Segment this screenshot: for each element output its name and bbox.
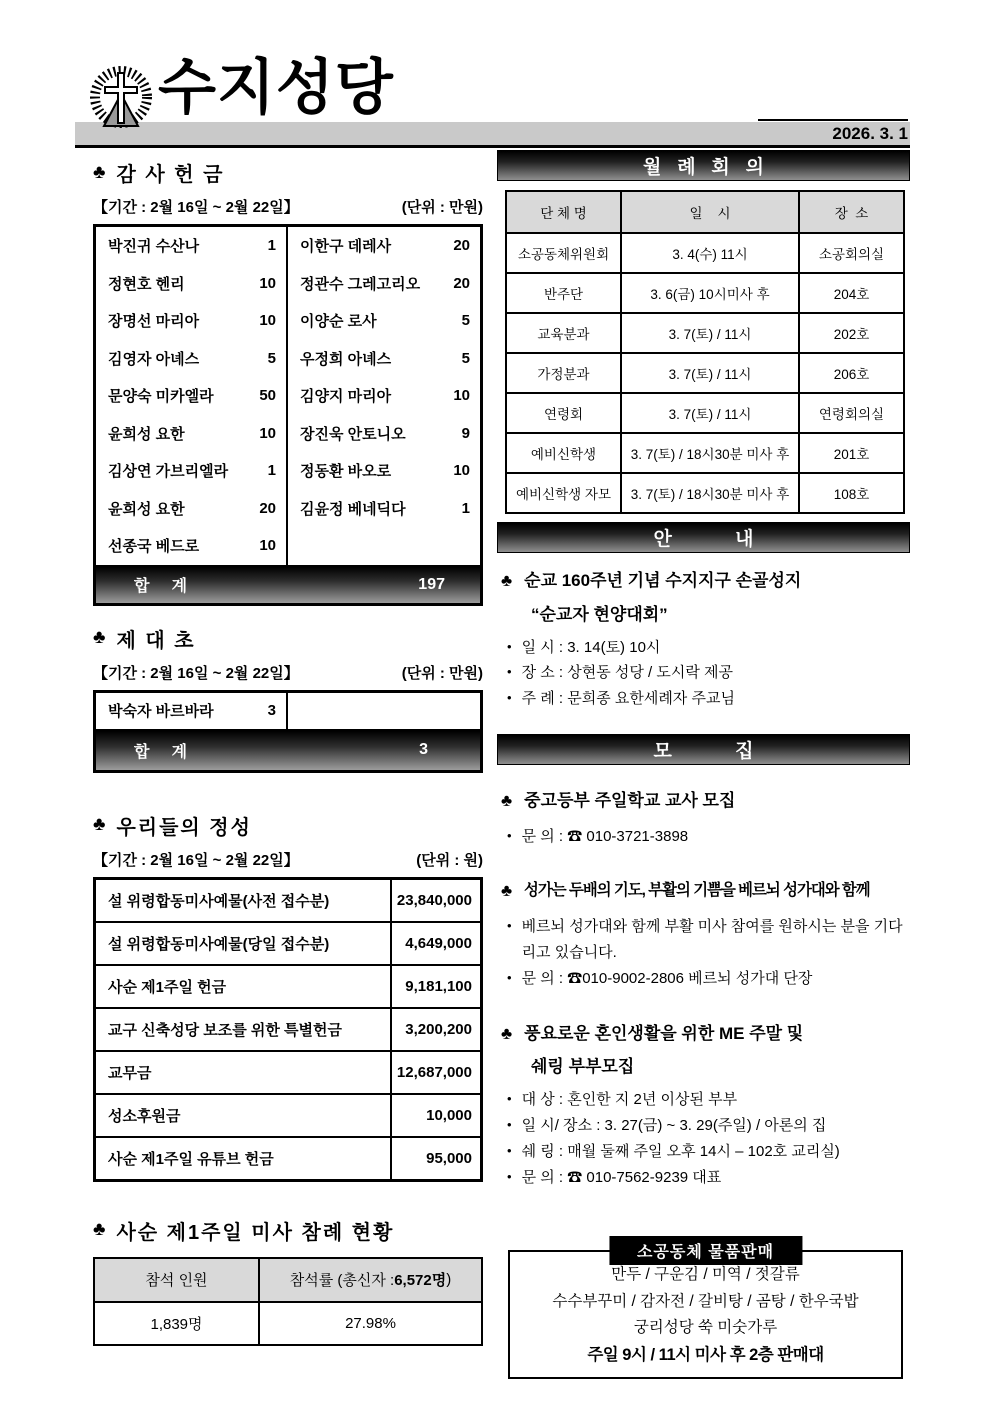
table-row: [507, 352, 903, 392]
bullet-icon: •: [507, 1168, 512, 1184]
donor-name: 김상연 가브리엘라: [108, 463, 229, 481]
bullet-icon: •: [507, 664, 512, 680]
donation-amount: 1: [267, 462, 276, 480]
donor-name: 선종국 베드로: [108, 538, 200, 556]
bullet-icon: •: [507, 969, 512, 985]
offering-amount: 4,649,000: [405, 934, 472, 952]
table-row: [96, 377, 286, 415]
attendance-col2-header: [260, 1259, 481, 1301]
bullet-icon: •: [507, 918, 512, 934]
attendance-rate-label-suffix: ): [446, 1271, 452, 1288]
meeting-col-place: 장 소: [798, 192, 903, 232]
table-row: [507, 432, 903, 472]
offering-amount: 3,200,200: [405, 1020, 472, 1038]
table-row: [288, 302, 480, 340]
recruit-heading-text: 성가는 두배의 기도, 부활의 기쁨을 베르뇌 성가대와 함께: [524, 882, 870, 900]
recruit-bar: 모 집: [497, 734, 910, 765]
donation-left-column: [96, 227, 288, 565]
bulletin-date: 2026. 3. 1: [758, 119, 908, 144]
meeting-place: 201호: [798, 434, 903, 472]
recruit-heading-text: 중고등부 주일학교 교사 모집: [524, 791, 736, 811]
donation-amount: 1: [267, 237, 276, 255]
bullet-icon: •: [507, 690, 512, 706]
club-icon: ♣: [93, 627, 108, 648]
recruit-heading: [501, 789, 908, 814]
donor-name: 정관수 그레고리오: [300, 275, 421, 293]
donation-amount: 10: [453, 462, 470, 480]
candle-table: [93, 690, 483, 773]
table-row: [96, 265, 286, 303]
donor-name: 김양지 마리아: [300, 388, 392, 406]
bullet-icon: •: [507, 1142, 512, 1158]
bullet-text: 문 의 : ☎010-9002-2806 베르뇌 성가대 단장: [521, 969, 813, 987]
meeting-table-body: [507, 232, 903, 512]
recruit-bullets: [501, 824, 908, 850]
table-row: [96, 923, 480, 966]
bullet-icon: •: [507, 1091, 512, 1107]
list-item: [507, 660, 908, 686]
meeting-place: 206호: [798, 354, 903, 392]
list-item: [507, 914, 908, 966]
offering-amount: 10,000: [426, 1106, 472, 1124]
donation-right-column: [288, 227, 480, 565]
donor-name: 김영자 아녜스: [108, 350, 200, 368]
meeting-time: 3. 7(토) / 11시: [620, 394, 798, 432]
club-icon: ♣: [501, 791, 513, 811]
candle-section-title: [93, 624, 483, 653]
table-row: [96, 966, 480, 1009]
meeting-col-time: 일 시: [620, 192, 798, 232]
offerings-table: [93, 877, 483, 1182]
meeting-group: 예비신학생: [530, 447, 597, 462]
meeting-group: 연령회: [543, 407, 584, 422]
donor-name: 이한구 데레사: [300, 238, 392, 256]
total-amount: 197: [418, 575, 445, 593]
meeting-group: 가정분과: [537, 367, 590, 382]
table-row: [288, 265, 480, 303]
table-row: [96, 1009, 480, 1052]
offerings-unit: (단위 : 원): [416, 851, 483, 869]
donor-name: 정현호 헨리: [108, 275, 185, 293]
club-icon: ♣: [501, 1023, 513, 1043]
table-row: [507, 272, 903, 312]
club-icon: ♣: [501, 571, 513, 590]
sale-lines: [516, 1262, 895, 1341]
offering-label: 교구 신축성당 보조를 위한 특별헌금: [96, 1009, 392, 1050]
meeting-place: 202호: [798, 314, 903, 352]
donation-amount: 20: [453, 274, 470, 292]
bullet-icon: •: [507, 638, 512, 654]
total-label: 합 계: [134, 578, 188, 595]
meeting-time: 3. 7(토) / 18시30분 미사 후: [620, 474, 798, 512]
meeting-time: 3. 7(토) / 11시: [620, 354, 798, 392]
donation-table-body: [96, 227, 480, 565]
offering-amount: 23,840,000: [396, 891, 472, 909]
table-row: [288, 452, 480, 490]
meeting-place: 204호: [798, 274, 903, 312]
bullet-text: 일 시 : 3. 14(토) 10시: [521, 638, 661, 656]
meeting-group: 예비신학생 자모: [515, 487, 612, 502]
list-item: [507, 1139, 908, 1165]
bullet-text: 베르뇌 성가대와 함께 부활 미사 참여를 원하시는 분을 기다리고 있습니다.: [521, 918, 903, 961]
donation-amount: 20: [453, 237, 470, 255]
donation-amount: 10: [453, 387, 470, 405]
recruit-section-me: [501, 1022, 908, 1191]
list-item: [507, 686, 908, 712]
notice-heading-line2: “순교자 현양대회”: [531, 604, 668, 624]
donor-name: 우정희 아녜스: [300, 350, 392, 368]
meeting-group: 반주단: [543, 287, 584, 302]
candle-table-body: [96, 693, 480, 729]
donor-name: 김윤정 베네딕다: [300, 500, 406, 518]
donor-name: 정동환 바오로: [300, 463, 392, 481]
bullet-text: 대 상 : 혼인한 지 2년 이상된 부부: [521, 1091, 738, 1109]
offering-label: 설 위령합동미사예물(사전 접수분): [96, 880, 392, 921]
offerings-period: 【기간 : 2월 16일 ~ 2월 22일】: [93, 851, 299, 869]
church-logo-icon: [84, 64, 158, 138]
table-row: [507, 392, 903, 432]
meeting-time: 3. 4(수) 11시: [620, 234, 798, 272]
attendance-count: 1,839명: [95, 1303, 260, 1344]
club-icon: ♣: [501, 881, 513, 901]
candle-unit: (단위 : 만원): [401, 664, 483, 682]
table-row: [96, 302, 286, 340]
candle-title-text: 제 대 초: [116, 629, 196, 652]
recruit-bullets: [501, 914, 908, 991]
sale-schedule-line: 주일 9시 / 11시 미사 후 2층 판매대: [587, 1346, 824, 1365]
list-item: [507, 1087, 908, 1113]
recruit-section-teachers: [501, 789, 908, 849]
donation-title-text: 감 사 헌 금: [116, 164, 225, 186]
attendance-header-row: [95, 1259, 481, 1303]
candle-total-row: [96, 729, 480, 770]
bullet-text: 일 시/ 장소 : 3. 27(금) ~ 3. 29(주일) / 아론의 집: [521, 1116, 827, 1134]
table-row: [288, 340, 480, 378]
table-row: [288, 415, 480, 453]
recruit-bullets: [501, 1087, 908, 1190]
meeting-place: 소공회의실: [798, 234, 903, 272]
table-row: [507, 472, 903, 512]
attendance-table: [93, 1257, 483, 1346]
table-row: [96, 880, 480, 923]
recruit-heading-text: 풍요로운 혼인생활을 위한 ME 주말 및: [524, 1023, 804, 1043]
table-row: [96, 227, 286, 265]
table-row: [96, 452, 286, 490]
total-amount: 3: [419, 741, 428, 758]
table-row: [288, 227, 480, 265]
table-row: [96, 1138, 480, 1179]
donation-amount: 3: [267, 702, 276, 719]
meeting-header-row: [507, 192, 903, 232]
sale-line: 수수부꾸미 / 감자전 / 갈비탕 / 곰탕 / 한우국밥: [552, 1292, 859, 1310]
meeting-group: 교육분과: [537, 327, 590, 342]
meeting-time: 3. 6(금) 10시미사 후: [620, 274, 798, 312]
donation-amount: 20: [259, 499, 276, 517]
list-item: [507, 635, 908, 661]
offering-label: 성소후원금: [96, 1095, 392, 1136]
donation-amount: 10: [259, 274, 276, 292]
donor-name: 윤희성 요한: [108, 500, 185, 518]
offerings-period-row: [93, 849, 483, 870]
donor-name: 이양순 로사: [300, 313, 377, 331]
attendance-col1-header: 참석 인원: [95, 1259, 260, 1301]
recruit-heading: [501, 879, 908, 904]
donation-amount: 5: [461, 312, 470, 330]
donation-table: [93, 224, 483, 606]
club-icon: ♣: [93, 814, 108, 835]
bullet-text: 문 의 : ☎ 010-3721-3898: [521, 827, 689, 845]
bullet-text: 장 소 : 상현동 성당 / 도시락 제공: [521, 664, 733, 682]
donation-amount: 9: [461, 424, 470, 442]
donation-section-title: [93, 158, 483, 187]
attendance-value-row: [95, 1303, 481, 1344]
donation-amount: 5: [267, 349, 276, 367]
monthly-meeting-bar: 월 례 회 의: [497, 150, 910, 181]
bullet-text: 문 의 : ☎ 010-7562-9239 대표: [521, 1168, 722, 1186]
candle-left-column: [96, 693, 288, 729]
table-row: [96, 1095, 480, 1138]
church-name: 수지성당: [158, 54, 394, 121]
club-icon: ♣: [93, 1219, 108, 1240]
list-item: [507, 1113, 908, 1139]
offering-amount: 12,687,000: [396, 1063, 472, 1081]
table-row: [96, 693, 286, 729]
donation-period: 【기간 : 2월 16일 ~ 2월 22일】: [93, 199, 299, 216]
bullet-icon: •: [507, 1116, 512, 1132]
attendance-title-text: 사순 제1주일 미사 참례 현황: [116, 1221, 395, 1244]
meeting-group: 소공동체위원회: [517, 247, 610, 262]
notice-bar: 안 내: [497, 522, 910, 553]
attendance-rate: 27.98%: [345, 1314, 396, 1332]
candle-period: 【기간 : 2월 16일 ~ 2월 22일】: [93, 664, 299, 682]
offering-amount: 9,181,100: [405, 977, 472, 995]
list-item: [507, 966, 908, 992]
offering-label: 사순 제1주일 헌금: [96, 966, 392, 1007]
recruit-heading: [501, 1022, 908, 1047]
recruit-heading-line2: 쉐링 부부모집: [531, 1057, 635, 1077]
list-item: [507, 1165, 908, 1191]
monthly-meeting-table: [505, 190, 905, 514]
offering-label: 설 위령합동미사예물(당일 접수분): [96, 923, 392, 964]
attendance-rate-label: 참석률 (총신자 :: [289, 1272, 395, 1289]
donation-total-row: [96, 565, 480, 603]
list-item: [507, 824, 908, 850]
donor-name: 윤희성 요한: [108, 425, 185, 443]
donation-amount: 50: [259, 387, 276, 405]
offerings-section-title: [93, 811, 483, 840]
attendance-section: [93, 1216, 483, 1346]
club-icon: ♣: [93, 161, 108, 183]
attendance-section-title: [93, 1216, 483, 1245]
candle-period-row: [93, 662, 483, 683]
donation-amount: 10: [259, 424, 276, 442]
bullet-text: 쉐 링 : 매월 둘째 주일 오후 14시 – 102호 교리실): [521, 1142, 840, 1160]
sale-title: 소공동체 물품판매: [609, 1236, 802, 1265]
table-row: [96, 415, 286, 453]
total-members-count: 6,572명: [394, 1272, 447, 1289]
donation-period-row: [93, 196, 483, 217]
sale-line: 궁리성당 쑥 미숫가루: [633, 1319, 778, 1337]
table-row: [96, 490, 286, 528]
left-column: [93, 158, 483, 1346]
table-row: [288, 490, 480, 528]
notice-content: [497, 553, 910, 722]
candle-right-column: [288, 693, 480, 729]
meeting-time: 3. 7(토) / 11시: [620, 314, 798, 352]
table-row: [288, 377, 480, 415]
total-label: 합 계: [134, 743, 188, 761]
offering-amount: 95,000: [426, 1149, 472, 1167]
table-row: [96, 340, 286, 378]
meeting-place: 연령회의실: [798, 394, 903, 432]
table-row: [507, 232, 903, 272]
table-row: [507, 312, 903, 352]
meeting-place: 108호: [798, 474, 903, 512]
donation-amount: 1: [461, 499, 470, 517]
donor-name: 장명선 마리아: [108, 313, 200, 331]
recruit-section-choir: [501, 879, 908, 991]
offering-label: 사순 제1주일 유튜브 헌금: [96, 1138, 392, 1179]
table-row: [96, 527, 286, 565]
community-sale-box: [508, 1244, 903, 1379]
donor-name: 문양숙 미카엘라: [108, 388, 214, 406]
donor-name: 장진욱 안토니오: [300, 425, 406, 443]
meeting-time: 3. 7(토) / 18시30분 미사 후: [620, 434, 798, 472]
offerings-title-text: 우리들의 정성: [116, 816, 252, 839]
table-row: [96, 1052, 480, 1095]
bullet-text: 주 례 : 문희종 요한세례자 주교님: [521, 690, 735, 708]
donation-amount: 10: [259, 312, 276, 330]
meeting-col-group: 단 체 명: [540, 206, 587, 221]
offering-label: 교무금: [96, 1052, 392, 1093]
donor-name: 박진귀 수산나: [108, 238, 200, 256]
notice-heading: [501, 569, 908, 594]
donation-unit: (단위 : 만원): [401, 199, 483, 216]
recruit-content: [497, 765, 910, 1200]
donation-amount: 5: [461, 349, 470, 367]
donor-name: 박숙자 바르바라: [108, 703, 214, 720]
right-column: [497, 150, 910, 1379]
notice-heading-text: 순교 160주년 기념 수지지구 손골성지: [524, 571, 802, 590]
notice-bullets: [501, 635, 908, 712]
sale-line: 만두 / 구운김 / 미역 / 젓갈류: [611, 1266, 800, 1284]
bullet-icon: •: [507, 827, 512, 843]
donation-amount: 10: [259, 537, 276, 555]
